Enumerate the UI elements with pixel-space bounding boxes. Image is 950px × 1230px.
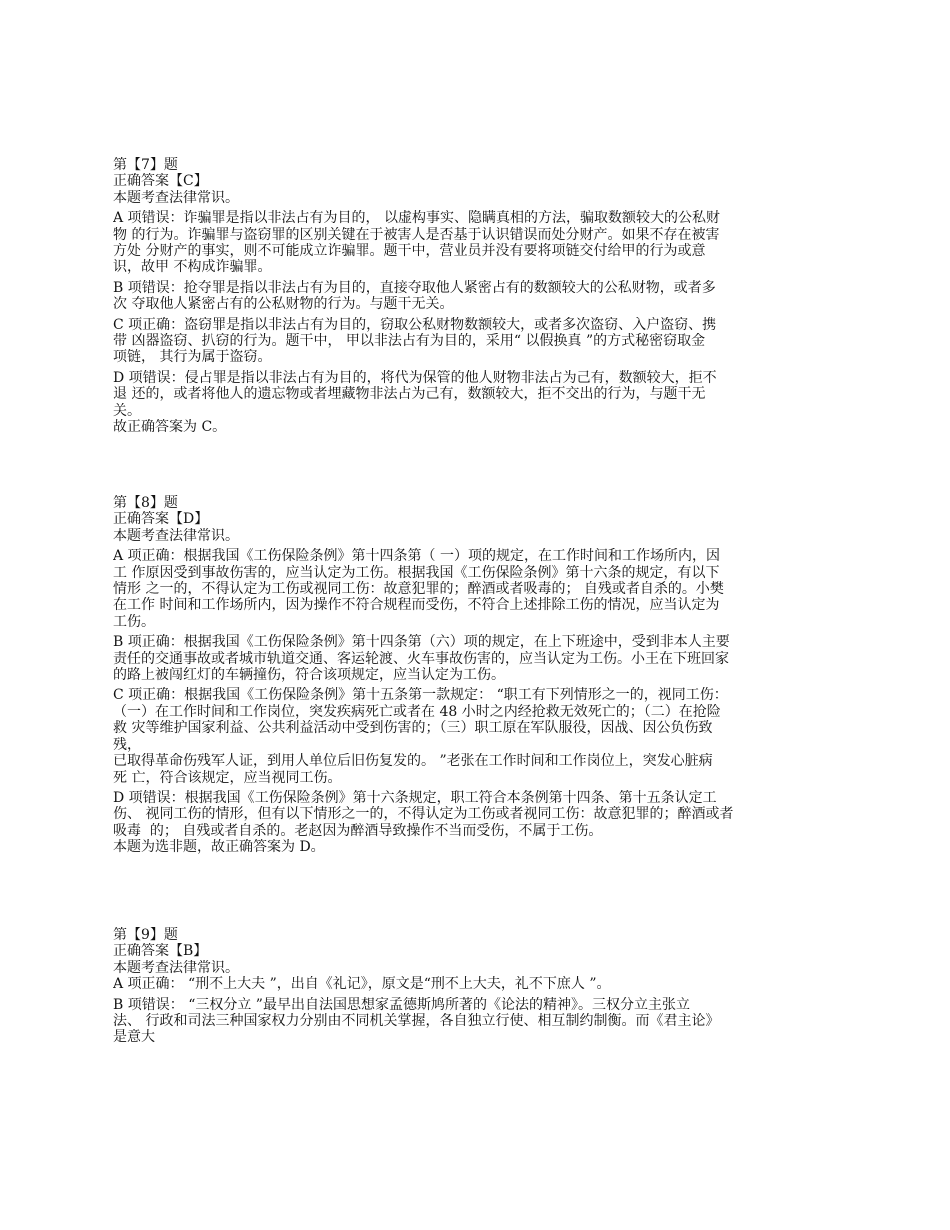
question-8-block (113, 495, 843, 856)
question-heading: 第【7】题 (113, 157, 178, 173)
explanation-line: 工 作原因受到事故伤害的，应当认定为工伤。根据我国《工伤保险条例》第十六条的规定，有以下 (113, 564, 720, 581)
explanation-line: B 项错误： “三权分立 ”最早出自法国思想家孟德斯鸠所著的《论法的精神》。三权分立主张立 (113, 996, 690, 1013)
explanation-line: 故正确答案为 C。 (113, 419, 227, 436)
question-7-block (113, 157, 843, 436)
answer-line: 正确答案【C】 (113, 173, 208, 190)
explanation-line: 责任的交通事故或者城市轨道交通、客运轮渡、火车事故伤害的，应当认定为工伤。小王在下班回家 (113, 650, 729, 667)
explanation-line: B 项正确：根据我国《工伤保险条例》第十四条第（六）项的规定，在上下班途中，受到非本人主要 (113, 634, 730, 651)
answer-line: 正确答案【B】 (113, 943, 208, 960)
explanation-line: 识，故甲 不构成诈骗罪。 (113, 259, 272, 276)
explanation-line: D 项错误：侵占罪是指以非法占有为目的，将代为保管的他人财物非法占为己有，数额较大，拒不 (113, 369, 717, 386)
explanation-line: 关。 (113, 402, 141, 419)
explanation-line: 伤、 视同工伤的情形，但有以下情形之一的，不得认定为工伤或者视同工伤：故意犯罪的；醉酒或者 (113, 806, 734, 823)
explanation-line: 吸毒 的； 自残或者自杀的。老赵因为醉酒导致操作不当而受伤，不属于工伤。 (113, 822, 603, 839)
explanation-line: 法、 行政和司法三种国家权力分别由不同机关掌握，各自独立行使、相互制约制衡。而《君主论》 (113, 1013, 720, 1030)
explanation-line: A 项正确： “刑不上大夫 ”，出自《礼记》，原文是“刑不上大夫，礼不下庶人 ”。 (113, 976, 611, 993)
answer-line: 正确答案【D】 (113, 511, 209, 528)
explanation-line: 本题考查法律常识。 (113, 527, 239, 544)
explanation-line: 是意大 (113, 1029, 155, 1046)
explanation-line: 退 还的，或者将他人的遗忘物或者埋藏物非法占为己有，数额较大，拒不交出的行为，与题干无 (113, 386, 706, 403)
question-heading: 第【8】题 (113, 495, 178, 511)
explanation-line: 工伤。 (113, 613, 155, 630)
explanation-line: 次 夺取他人紧密占有的公私财物的行为。与题干无关。 (113, 296, 454, 313)
explanation-line: 残， (113, 736, 141, 753)
explanation-line: A 项错误：诈骗罪是指以非法占有为目的， 以虚构事实、隐瞒真相的方法，骗取数额较大的公私财 (113, 210, 721, 227)
explanation-line: 已取得革命伤残军人证，到用人单位后旧伤复发的。 ”老张在工作时间和工作岗位上，突发心脏病 (113, 753, 713, 770)
question-heading: 第【9】题 (113, 927, 178, 943)
explanation-line: （一）在工作时间和工作岗位，突发疾病死亡或者在 48 小时之内经抢救无效死亡的；（二）在抢险 (113, 703, 721, 720)
explanation-line: 救 灾等维护国家利益、公共利益活动中受到伤害的；（三）职工原在军队服役，因战、因公负伤致 (113, 720, 713, 737)
explanation-line: B 项错误：抢夺罪是指以非法占有为目的，直接夺取他人紧密占有的数额较大的公私财物，或者多 (113, 279, 716, 296)
explanation-line: 的路上被闯红灯的车辆撞伤，符合该项规定，应当认定为工伤。 (113, 667, 505, 684)
question-9-block (113, 927, 843, 1046)
explanation-line: 方处 分财产的事实，则不可能成立诈骗罪。题干中，营业员并没有要将项链交付给甲的行为或意 (113, 243, 706, 260)
explanation-line: C 项正确：盗窃罪是指以非法占有为目的，窃取公私财物数额较大，或者多次盗窃、入户盗窃、携 (113, 316, 717, 333)
explanation-line: 本题考查法律常识。 (113, 189, 239, 206)
explanation-line: 项链， 其行为属于盗窃。 (113, 349, 272, 366)
explanation-line: 死 亡，符合该规定，应当视同工伤。 (113, 769, 342, 786)
explanation-line: D 项错误：根据我国《工伤保险条例》第十六条规定，职工符合本条例第十四条、第十五条认定工 (113, 789, 717, 806)
explanation-line: 在工作 时间和工作场所内，因为操作不符合规程而受伤，不符合上述排除工伤的情况，应当认定为 (113, 597, 720, 614)
explanation-line: 本题为选非题，故正确答案为 D。 (113, 839, 325, 856)
explanation-line: 物 的行为。诈骗罪与盗窃罪的区别关键在于被害人是否基于认识错误而处分财产。如果不存在被害 (113, 226, 720, 243)
explanation-line: A 项正确：根据我国《工伤保险条例》第十四条第（ 一）项的规定，在工作时间和工作场所内，因 (113, 548, 721, 565)
explanation-line: 带 凶器盗窃、扒窃的行为。题干中， 甲以非法占有为目的，采用“ 以假换真 ”的方式秘密窃取金 (113, 333, 706, 350)
explanation-line: 本题考查法律常识。 (113, 959, 239, 976)
explanation-line: C 项正确：根据我国《工伤保险条例》第十五条第一款规定： “职工有下列情形之一的，视同工伤： (113, 687, 728, 704)
explanation-line: 情形 之一的，不得认定为工伤或视同工伤：故意犯罪的；醉酒或者吸毒的； 自残或者自杀的。小樊 (113, 581, 724, 598)
